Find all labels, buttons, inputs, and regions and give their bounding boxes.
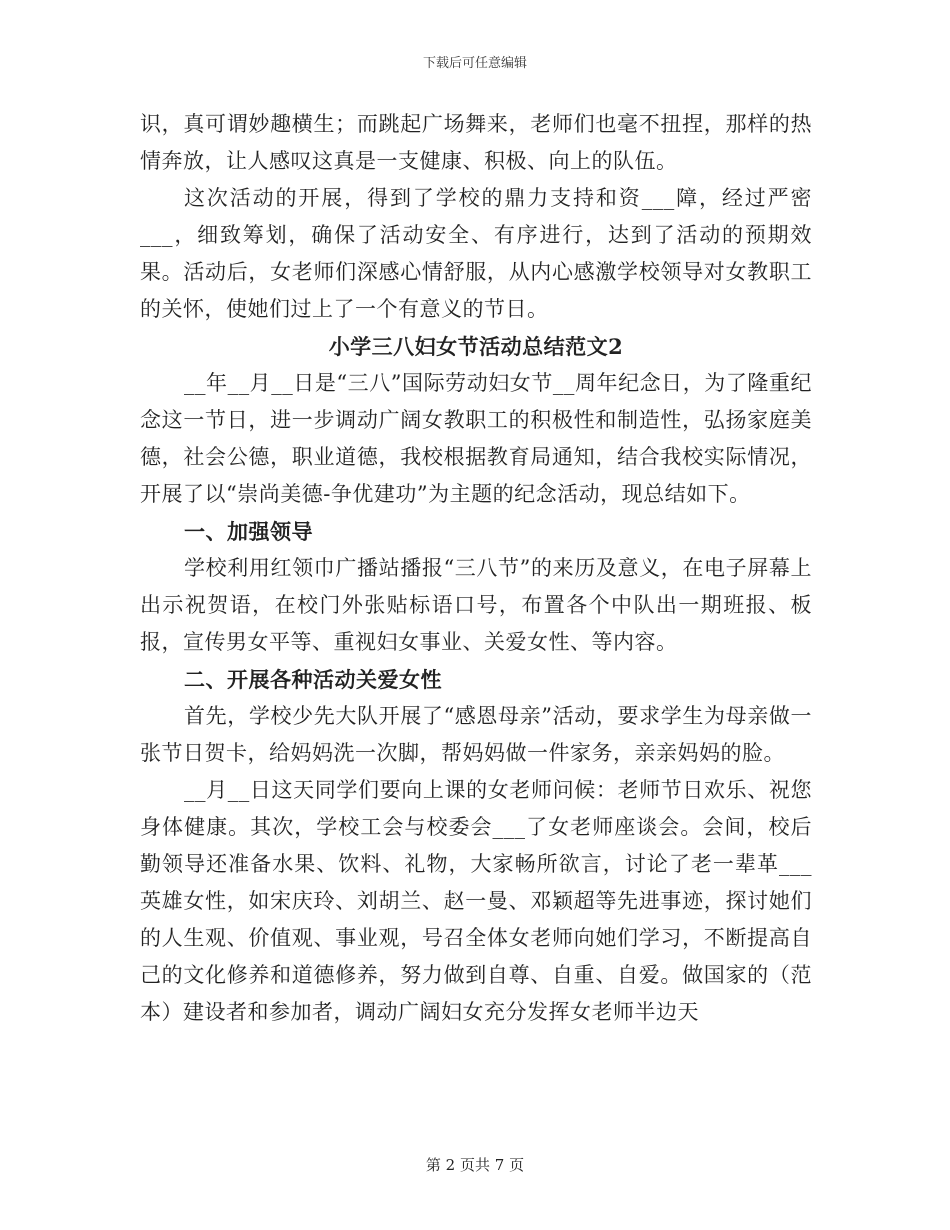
paragraph-leadership: 学校利用红领巾广播站播报“三八节”的来历及意义，在电子屏幕上出示祝贺语，在校门外张贴标语口号，布置各个中队出一期班报、板报，宣传男女平等、重视妇女事业、关爱女性、等内容。 <box>140 556 812 654</box>
page-footer: 第 2 页共 7 页 <box>425 1156 525 1174</box>
heading-activities: 二、开展各种活动关爱女性 <box>184 667 442 692</box>
section-title: 小学三八妇女节活动总结范文2 <box>328 334 624 359</box>
paragraph-activity-support: 这次活动的开展，得到了学校的鼎力支持和资___障，经过严密___，细致筹划，确保了活动安全、有序进行，达到了活动的预期效果。活动后，女老师们深感心情舒服，从内心感激学校领导对女教职工的关怀，使她们过上了一个有意义的节日。 <box>140 186 812 321</box>
heading-leadership: 一、加强领导 <box>184 519 313 544</box>
paragraph-continuation: 识，真可谓妙趣横生；而跳起广场舞来，老师们也毫不扭捏，那样的热情奔放，让人感叹这真是一支健康、积极、向上的队伍。 <box>140 112 812 173</box>
paragraph-intro: __年__月__日是“三八”国际劳动妇女节__周年纪念日，为了隆重纪念这一节日，进一步调动广阔女教职工的积极性和制造性，弘扬家庭美德，社会公德，职业道德，我校根据教育局通知，结合我校实际情况，开展了以“崇尚美德-争优建功”为主题的纪念活动，现总结如下。 <box>140 371 812 506</box>
page-header: 下载后可任意编辑 <box>422 56 527 71</box>
paragraph-activities-1: 首先，学校少先大队开展了“感恩母亲”活动，要求学生为母亲做一张节日贺卡，给妈妈洗一次脚，帮妈妈做一件家务，亲亲妈妈的脸。 <box>140 704 812 765</box>
document-body <box>140 106 812 1031</box>
paragraph-activities-2: __月__日这天同学们要向上课的女老师问候：老师节日欢乐、祝您身体健康。其次，学校工会与校委会___了女老师座谈会。会间，校后勤领导还准备水果、饮料、礼物，大家畅所欲言，讨论了老一辈革___英雄女性，如宋庆玲、刘胡兰、赵一曼、邓颖超等先进事迹，探讨她们的人生观、价值观、事业观，号召全体女老师向她们学习，不断提高自己的文化修养和道德修养，努力做到自尊、自重、自爱。做国家的（范本）建设者和参加者，调动广阔妇女充分发挥女老师半边天 <box>140 778 812 1024</box>
